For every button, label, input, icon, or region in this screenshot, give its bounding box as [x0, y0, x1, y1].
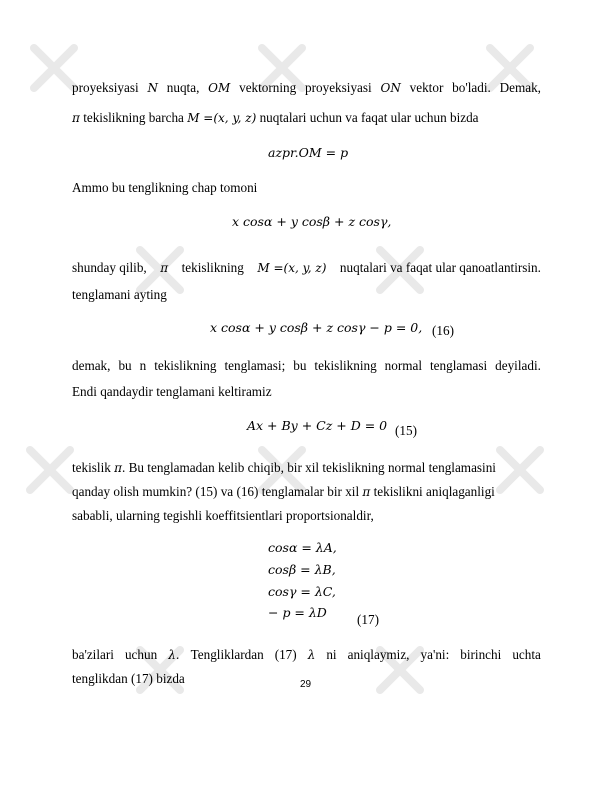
lambda-symbol: λ. [168, 648, 180, 662]
pi-symbol: π [114, 461, 123, 475]
word: normal [384, 358, 423, 373]
equation-16-number: (16) [432, 323, 454, 338]
word: uchun [124, 647, 158, 662]
word: tekislikning [314, 358, 377, 373]
word: Tengliklardan [190, 647, 264, 662]
word: bu [293, 358, 307, 373]
word: proyeksiyasi [72, 80, 139, 95]
word: proyeksiyasi [305, 80, 372, 95]
word: vektor [409, 80, 444, 95]
equation-15-number: (15) [395, 423, 417, 438]
word: tekislikning [181, 260, 244, 275]
paragraph-2-line-1 [72, 260, 541, 276]
paragraph-3-line-2: Endi qandaydir tenglamani keltiramiz [72, 384, 272, 399]
system-17-row: cosβ = λB, [268, 562, 336, 577]
pi-symbol: π [72, 111, 80, 125]
word: ba'zilari [72, 647, 114, 662]
equation-azpr: azpr.OM = p [268, 145, 349, 160]
word: tenglamasi [430, 358, 488, 373]
word: deyiladi. [495, 358, 541, 373]
system-17-row: cosα = λA, [268, 540, 337, 555]
word: shunday qilib, [72, 260, 147, 275]
word: (17) [274, 647, 297, 662]
word: tenglamasi; [224, 358, 286, 373]
paragraph-4-line-1 [72, 460, 541, 476]
word: bo'ladi. [452, 80, 491, 95]
text-ammo: Ammo bu tenglikning chap tomoni [72, 180, 258, 195]
text: tekislikni aniqlaganligi [373, 484, 495, 499]
paragraph-5-line-1 [72, 647, 541, 663]
point-M: M =(x, y, z) [257, 261, 327, 275]
math-symbol: OM [208, 81, 231, 95]
paragraph-1-line-2 [72, 110, 479, 126]
word: ni [326, 647, 337, 662]
word: nuqtalari va faqat ular qanoatlantirsin. [339, 260, 541, 275]
paragraph-4-line-3: sababli, ularning tegishli koeffitsientlari proportsionaldir, [72, 508, 374, 523]
word: tekislikning [154, 358, 217, 373]
math-symbol: ON [380, 81, 401, 95]
paragraph-2-line-2: tenglamani ayting [72, 287, 167, 302]
word: tekislik [72, 460, 111, 475]
word: vektorning [239, 80, 297, 95]
system-17-row: cosγ = λC, [268, 584, 336, 599]
page-number: 29 [300, 679, 312, 690]
text: nuqtalari uchun va faqat ular uchun bizda [259, 110, 479, 125]
pi-symbol: π [160, 261, 169, 275]
equation-16: x cosα + y cosβ + z cosγ − p = 0, [210, 320, 423, 335]
system-17-row: − p = λD [268, 605, 327, 620]
equation-cos-sum: x cosα + y cosβ + z cosγ, [232, 214, 392, 229]
paragraph-4-line-2 [72, 484, 541, 500]
watermark-cross-icon [30, 450, 70, 490]
word: bu [118, 358, 132, 373]
equation-15: Ax + By + Cz + D = 0 [247, 418, 388, 433]
word: aniqlaymiz, [347, 647, 410, 662]
watermark-cross-icon [34, 48, 74, 88]
word: uchta [512, 647, 541, 662]
equation-17-number: (17) [357, 612, 379, 627]
text: . Bu tenglamadan kelib chiqib, bir xil tekislikning normal tenglamasini [122, 460, 496, 475]
word: nuqta, [166, 80, 200, 95]
lambda-symbol: λ [307, 648, 316, 662]
paragraph-3-line-1 [72, 358, 541, 374]
point-M: M =(x, y, z) [187, 111, 257, 125]
text: tekislikning barcha [83, 110, 184, 125]
text: qanday olish mumkin? (15) va (16) tenglamalar bir xil [72, 484, 360, 499]
word: Demak, [499, 80, 541, 95]
paragraph-5-line-2: tenglikdan (17) bizda [72, 671, 185, 686]
word: ya'ni: [420, 647, 450, 662]
word: n [139, 358, 147, 373]
paragraph-1-line-1 [72, 80, 541, 96]
pi-symbol: π [362, 485, 371, 499]
math-symbol: N [147, 81, 158, 95]
word: demak, [72, 358, 111, 373]
word: birinchi [460, 647, 502, 662]
